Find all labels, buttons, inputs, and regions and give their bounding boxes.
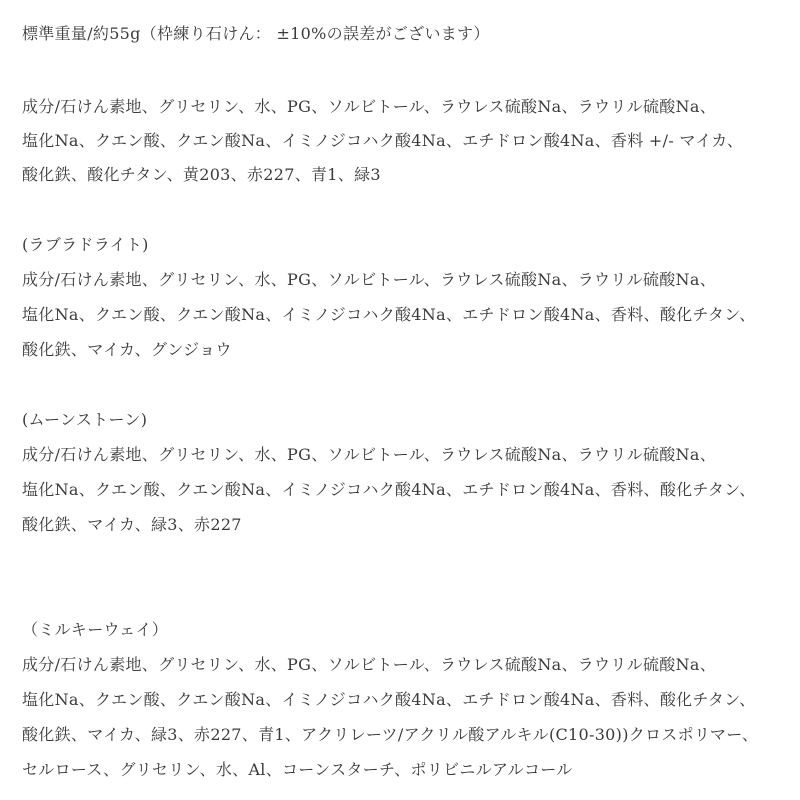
ingredients-line: 塩化Na、クエン酸、クエン酸Na、イミノジコハク酸4Na、エチドロン酸4Na、香料、酸化チタン、 [22,305,756,324]
section-title: (ラブラドライト) [22,235,149,254]
ingredients-line: 酸化鉄、酸化チタン、黄203、赤227、青1、緑3 [22,165,381,184]
ingredients-line: 酸化鉄、マイカ、緑3、赤227、青1、アクリレーツ/アクリル酸アルキル(C10-30))クロスポリマー、 [22,725,759,744]
section-title: (ムーンストーン) [22,410,148,429]
ingredients-line: 塩化Na、クエン酸、クエン酸Na、イミノジコハク酸4Na、エチドロン酸4Na、香料、酸化チタン、 [22,480,756,499]
weight-note: 標準重量/約55g（枠練り石けん： ±10%の誤差がございます） [22,24,490,43]
ingredients-line: セルロース、グリセリン、水、Al、コーンスターチ、ポリビニルアルコール [22,760,573,779]
ingredients-line: 酸化鉄、マイカ、グンジョウ [22,340,232,359]
ingredients-line: 成分/石けん素地、グリセリン、水、PG、ソルビトール、ラウレス硫酸Na、ラウリル硫酸Na、 [22,97,716,116]
ingredients-line: 成分/石けん素地、グリセリン、水、PG、ソルビトール、ラウレス硫酸Na、ラウリル硫酸Na、 [22,270,716,289]
ingredients-line: 成分/石けん素地、グリセリン、水、PG、ソルビトール、ラウレス硫酸Na、ラウリル硫酸Na、 [22,655,716,674]
ingredients-line: 酸化鉄、マイカ、緑3、赤227 [22,515,242,534]
section-title: （ミルキーウェイ） [22,620,169,639]
ingredients-line: 成分/石けん素地、グリセリン、水、PG、ソルビトール、ラウレス硫酸Na、ラウリル硫酸Na、 [22,445,716,464]
ingredients-line: 塩化Na、クエン酸、クエン酸Na、イミノジコハク酸4Na、エチドロン酸4Na、香料 +/- マイカ、 [22,131,744,150]
ingredients-line: 塩化Na、クエン酸、クエン酸Na、イミノジコハク酸4Na、エチドロン酸4Na、香料、酸化チタン、 [22,690,756,709]
